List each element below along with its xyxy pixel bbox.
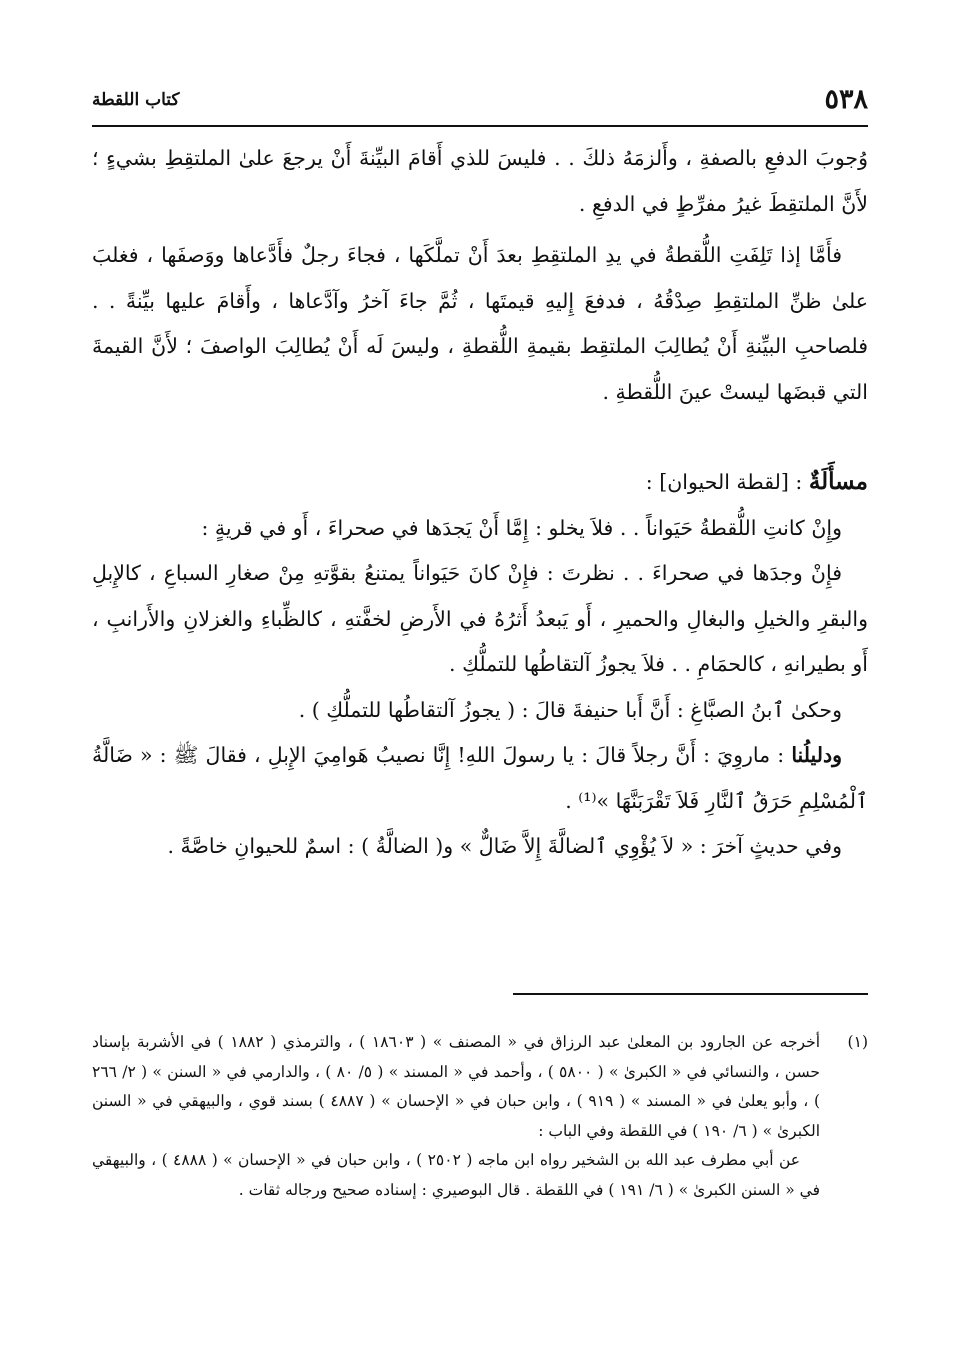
footnotes: [92, 1028, 868, 1205]
page-number: ٥٣٨: [824, 84, 868, 115]
evidence-text: : ماروِيَ : أَنَّ رجلاً قالَ : يا رسولَ اللهِ! إِنَّا نصيبُ هَوامِيَ الإِبلِ ، فقالَ ﷺ : « ضَالَّةُ ٱلْمُسْلِمِ حَرَقُ ٱلنَّارِ فَلاَ تَقْرَبَنَّهَا »⁽¹⁾ .: [92, 743, 868, 813]
book-title: كتاب اللقطة: [92, 90, 180, 110]
masala-heading: [92, 459, 868, 506]
masala-title: : [لقطة الحيوان] :: [645, 470, 803, 494]
paragraph: وُجوبَ الدفعِ بالصفةِ ، وأَلزمَهُ ذلكَ . . فليسَ للذي أَقامَ البيِّنةَ أَنْ يرجعَ علىٰ الملتقِطِ بشيءٍ ؛ لأَنَّ الملتقِطَ غيرُ مفرِّطٍ في الدفعِ .: [92, 146, 868, 216]
header-divider: [92, 125, 868, 127]
paragraph: فإِنْ وجدَها في صحراءَ . . نظرتَ : فإِنْ كانَ حَيَواناً يمتنعُ بقوَّتهِ مِنْ صغارِ السباعِ ، كالإِبلِ والبقرِ والخيلِ والبغالِ والحميرِ ، أَو يَبعدُ أَثرُهُ في الأَرضِ لخفَّتهِ ، كالظِّباءِ والغزلانِ والأَرانبِ ، أَو بطيرانهِ ، كالحمَامِ . . فلاَ يجوزُ آلتقاطُها للتملُّكِ .: [92, 561, 868, 676]
footnote: [92, 1028, 868, 1146]
evidence-paragraph: [92, 733, 868, 824]
footnote-number: (١): [847, 1033, 868, 1051]
main-text: [92, 136, 868, 870]
footnote-continuation: عن أبي مطرف عبد الله بن الشخير رواه ابن ماجه ( ٢٥٠٢ ) ، وابن حبان في « الإحسان » ( ٤٨٨٨ ) ، والبيهقي في « السنن الكبرىٰ » ( ٦/ ١٩١ ) في اللقطة . قال البوصيري : إسناده صحيح ورجاله ثقات .: [92, 1151, 820, 1199]
masala-label: مسأَلَةٌ: [808, 468, 868, 495]
paragraph: وإِنْ كانتِ اللُّقطةُ حَيَواناً . . فلاَ يخلو : إِمَّا أَنْ يَجدَها في صحراءَ ، أَو في قريةٍ :: [201, 515, 842, 540]
paragraph: وحكىٰ ٱبنُ الصبَّاغِ : أَنَّ أَبا حنيفةَ قالَ : ( يجوزُ آلتقاطُها للتملُّكِ ) .: [298, 697, 842, 722]
footnote-divider: [513, 993, 868, 995]
page-header: [92, 84, 868, 124]
paragraph: فأَمَّا إذا تَلِفَتِ اللُّقطةُ في يدِ الملتقِطِ بعدَ أَنْ تملَّكَها ، فجاءَ رجلٌ فأَدَّعاها ووَصفَها ، فغلبَ علىٰ ظنِّ الملتقِطِ صِدْقُهُ ، فدفعَ إِليهِ قيمتَها ، ثُمَّ جاءَ آخرُ وآدَّعاها ، وأَقامَ عليها بيِّنةً . . فلصاحبِ البيِّنةِ أَنْ يُطالِبَ الملتقِط بقيمةِ اللُّقطةِ ، وليسَ لَه أَنْ يُطالِبَ الواصفَ ؛ لأَنَّ القيمةَ التي قبضَها ليستْ عينَ اللُّقطةِ .: [92, 243, 868, 404]
paragraph: وفي حديثٍ آخرَ : « لاَ يُؤْوِي ٱلضالَّةَ إِلاَّ ضَالٌّ » و( الضالَّةُ ) : اسمٌ للحيوانِ خاصَّةً .: [167, 834, 842, 858]
footnote-text: أخرجه عن الجارود بن المعلىٰ عبد الرزاق في « المصنف » ( ١٨٦٠٣ ) ، والترمذي ( ١٨٨٢ ) في الأشربة بإسناد حسن ، والنسائي في « الكبرىٰ » ( ٥٨٠٠ ) ، وأحمد في « المسند » ( ٥/ ٨٠ ) ، والدارمي في « السنن » ( ٢/ ٢٦٦ ) ، وأبو يعلىٰ في « المسند » ( ٩١٩ ) ، وابن حبان في « الإحسان » ( ٤٨٨٧ ) بسند قوي ، والبيهقي في « السنن الكبرىٰ » ( ٦/ ١٩٠ ) في اللقطة وفي الباب :: [92, 1033, 820, 1140]
evidence-label: ودليلُنا: [791, 743, 842, 767]
